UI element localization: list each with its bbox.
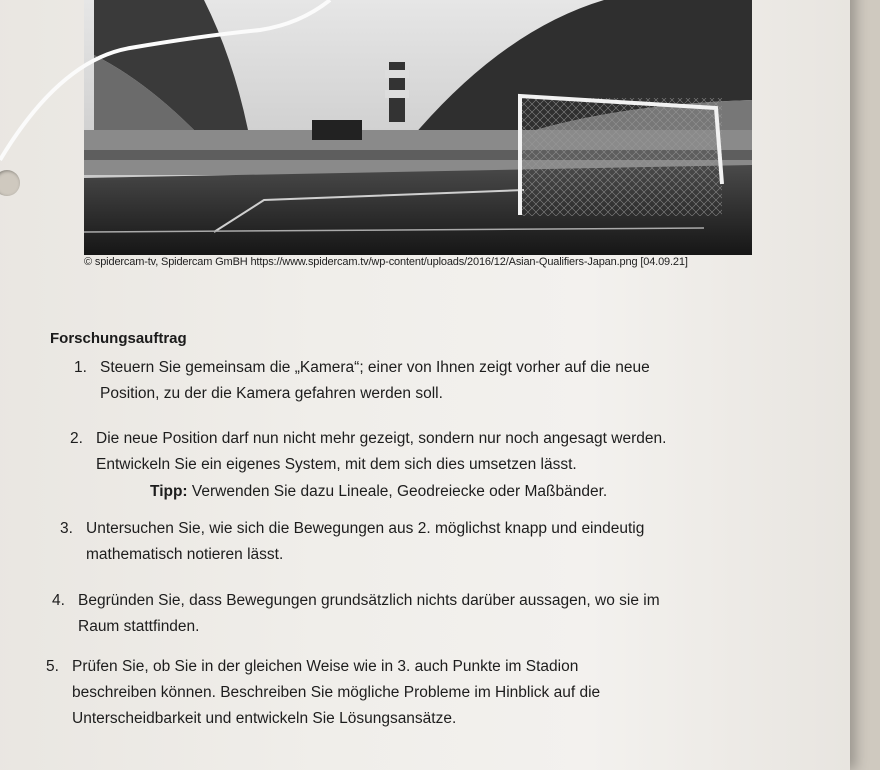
task-text-line: Position, zu der die Kamera gefahren werden soll. [100,385,443,402]
tip-text: Verwenden Sie dazu Lineale, Geodreiecke oder Maßbänder. [187,483,608,500]
stadium-photo [84,0,752,255]
tip-line [150,483,607,501]
task-item-1 [74,355,782,407]
task-number: 5. [46,658,59,675]
tip-label: Tipp: [150,483,188,500]
task-text-line: Begründen Sie, dass Bewegungen grundsätzlich nichts darüber aussagen, wo sie im [78,592,660,609]
task-number: 4. [52,592,65,609]
task-number: 3. [60,520,73,537]
research-task-heading: Forschungsauftrag [50,330,187,347]
task-number: 2. [70,430,83,447]
stadium-illustration [84,0,752,255]
image-caption: © spidercam-tv, Spidercam GmBH https://www.spidercam.tv/wp-content/uploads/2016/12/Asian-Qualifiers-Japan.png [04.09.21] [84,256,688,268]
task-item-4 [52,588,806,640]
task-number: 1. [74,359,87,376]
task-text-line: Prüfen Sie, ob Sie in der gleichen Weise wie in 3. auch Punkte im Stadion [72,658,579,675]
task-item-2 [70,426,788,478]
task-text-line: mathematisch notieren lässt. [86,546,284,563]
task-item-3 [60,516,800,568]
task-text-line: Steuern Sie gemeinsam die „Kamera“; einer von Ihnen zeigt vorher auf die neue [100,359,650,376]
task-text-line: Entwickeln Sie ein eigenes System, mit dem sich dies umsetzen lässt. [96,456,577,473]
task-text-line: beschreiben können. Beschreiben Sie mögliche Probleme im Hinblick auf die [72,684,601,701]
task-item-5 [46,654,817,732]
task-text-line: Unterscheidbarkeit und entwickeln Sie Lösungsansätze. [72,710,457,727]
task-text-line: Untersuchen Sie, wie sich die Bewegungen aus 2. möglichst knapp und eindeutig [86,520,645,537]
task-text-line: Die neue Position darf nun nicht mehr gezeigt, sondern nur noch angesagt werden. [96,430,667,447]
task-text-line: Raum stattfinden. [78,618,200,635]
